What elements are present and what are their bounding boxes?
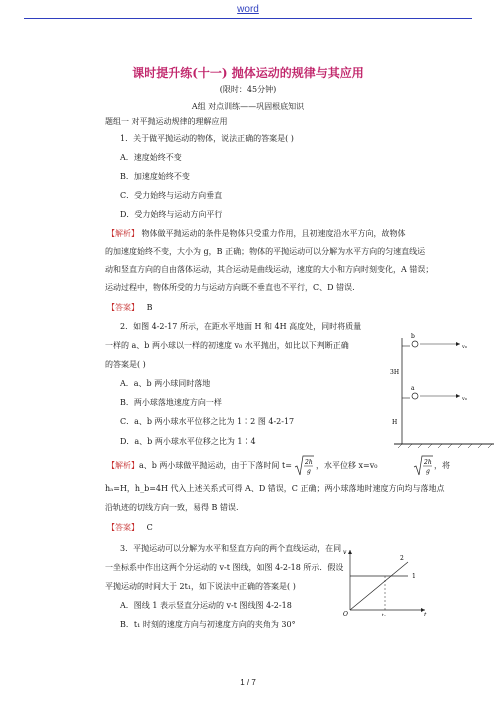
line2-label: 2 — [400, 555, 404, 562]
group-heading: A组 对点训练——巩固根底知识 — [191, 102, 305, 111]
formula2-den: g — [426, 468, 430, 475]
topic-heading: 题组一 对平抛运动规律的理解应用 — [105, 117, 228, 126]
q3-stem-line1: 3．平抛运动可以分解为水平和竖直方向的两个直线运动，在同 — [120, 544, 342, 553]
formula2-num: 2h — [424, 459, 432, 466]
q2-analysis-line1c: ，将 — [434, 461, 450, 470]
label-3h: 3H — [390, 369, 400, 376]
q2-option-c: C．a、b 两小球水平位移之比为 1∶2 图 4-2-17 — [120, 417, 295, 426]
label-v0-a: v₀ — [462, 396, 467, 402]
header-word: word — [237, 4, 259, 15]
header-rule — [24, 18, 472, 19]
q2-answer-tag: 【答案】 — [107, 523, 139, 532]
label-v0-b: v₀ — [462, 344, 467, 350]
label-a: a — [411, 385, 415, 392]
q2-analysis-tag: 【解析】 — [107, 461, 139, 470]
ball-b — [412, 341, 418, 347]
t1-label: t₁ — [382, 613, 387, 616]
q2-analysis-line2: hₐ=H，h_b=4H 代入上述关系式可得 A、D 错误，C 正确；两小球落地时速度方向均与落地点 — [105, 484, 445, 493]
q1-analysis-line3: 动和竖直方向的自由落体运动，其合运动是曲线运动，速度的大小和方向时刻变化，A 错误； — [105, 265, 434, 274]
formula1-den: g — [307, 468, 311, 475]
q2-analysis-line1: 【解析】a、b 两小球做平抛运动，由于下落时间 t= — [107, 461, 292, 470]
q2-answer: 【答案】 C — [107, 523, 153, 532]
q3-option-b: B．t₁ 时刻的速度方向与初速度方向的夹角为 30° — [120, 620, 296, 629]
time-limit: (限时：45分钟) — [219, 85, 277, 94]
label-b: b — [411, 333, 415, 340]
sqrt-formula-2 — [413, 454, 433, 478]
q2-option-a: A．a、b 两小球同时落地 — [120, 379, 211, 388]
q1-stem: 1．关于做平抛运动的物体，说法正确的答案是( ) — [120, 134, 294, 143]
q2-option-d: D．a、b 两小球水平位移之比为 1∶4 — [120, 437, 256, 446]
q1-answer: 【答案】 B — [107, 303, 153, 312]
axis-y-label: v — [343, 549, 347, 556]
q2-analysis-line1b: ，水平位移 x=v₀ — [316, 461, 378, 470]
page-number: 1 / 7 — [240, 678, 256, 687]
ball-a — [412, 393, 418, 399]
q2-analysis-line3: 沿轨迹的切线方向一致，易得 B 错误. — [105, 503, 239, 512]
q1-option-b: B．加速度始终不变 — [120, 172, 190, 181]
q1-option-d: D．受力始终与运动方向平行 — [120, 210, 223, 219]
q1-option-a: A．速度始终不变 — [120, 153, 182, 162]
q1-answer-tag: 【答案】 — [107, 303, 139, 312]
q1-analysis-line2: 的加速度始终不变，大小为 g，B 正确；物体的平抛运动可以分解为水平方向的匀速直线运 — [105, 247, 426, 256]
q1-analysis-line4: 运动过程中，物体所受的力与运动方向既不垂直也不平行，C、D 错误. — [105, 283, 355, 292]
q3-stem-line3: 平抛运动的时间大于 2t₁，如下说法中正确的答案是( ) — [105, 582, 296, 591]
q3-stem-line2: 一坐标系中作出这两个分运动的 v-t 图线，如图 4-2-18 所示．假设 — [105, 563, 344, 572]
q1-analysis-line1: 【解析】 物体做平抛运动的条件是物体只受重力作用，且初速度沿水平方向，故物体 — [107, 229, 406, 238]
line-2 — [350, 562, 408, 610]
q1-option-c: C．受力始终与运动方向垂直 — [120, 191, 223, 200]
origin-label: O — [343, 611, 348, 616]
figure-4-2-18 — [340, 546, 430, 616]
formula1-num: 2h — [305, 459, 313, 466]
page-title: 课时提升练(十一) 抛体运动的规律与其应用 — [132, 66, 364, 80]
q2-stem-line2: 一样的 a、b 两小球以一样的初速度 v₀ 水平抛出，如比以下判断正确 — [105, 341, 349, 350]
q1-analysis-tag: 【解析】 — [107, 229, 139, 238]
sqrt-formula-1 — [294, 454, 314, 478]
line1-label: 1 — [412, 573, 416, 580]
q2-stem-line1: 2．如图 4-2-17 所示，在距水平地面 H 和 4H 高度处，同时将质量 — [120, 322, 362, 331]
q3-option-a: A．图线 1 表示竖直分运动的 v-t 图线图 4-2-18 — [120, 601, 292, 610]
label-h: H — [392, 419, 398, 426]
q2-option-b: B．两小球落地速度方向一样 — [120, 398, 222, 407]
axis-x-label: t — [424, 612, 427, 616]
figure-4-2-17 — [390, 332, 496, 452]
q2-stem-line3: 的答案是( ) — [105, 360, 146, 369]
